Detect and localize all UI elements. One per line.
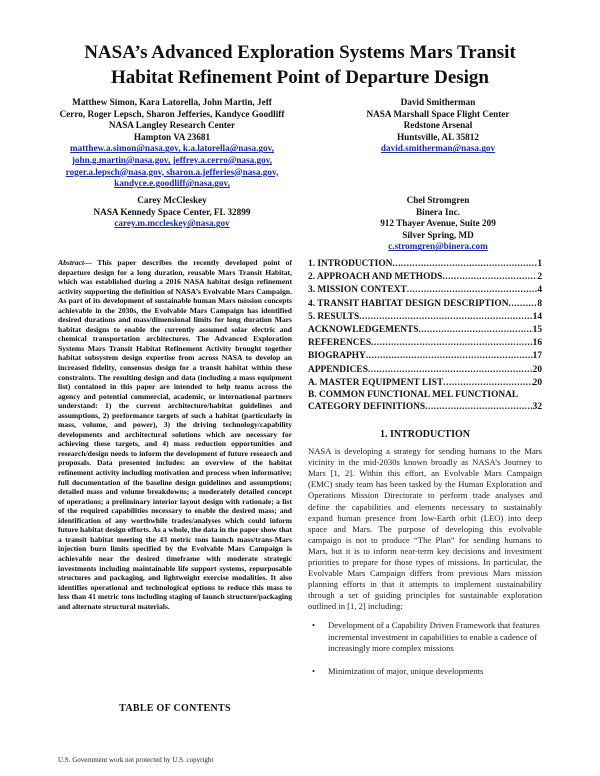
author-names: David Smitherman (400, 97, 476, 107)
author-names: Cerro, Roger Lepsch, Sharon Jefferies, Kandyce Goodliff (59, 108, 285, 119)
author-email[interactable]: kandyce.e.goodliff@nasa.gov, (114, 178, 230, 189)
author-email[interactable]: roger.a.lepsch@nasa.gov, sharon.a.jefferies@nasa.gov, (65, 166, 279, 177)
author-block-marshall (318, 97, 558, 155)
author-address: Huntsville, AL 35812 (397, 131, 479, 142)
section-heading-introduction: 1. INTRODUCTION (379, 429, 470, 441)
bullet-icon: • (312, 665, 316, 676)
toc-entry[interactable]: 3. MISSION CONTEXT ..... 4 (308, 284, 542, 297)
toc-entry[interactable]: 1. INTRODUCTION ..... 1 (308, 258, 542, 271)
right-column (308, 258, 542, 689)
author-address: Silver Spring, MD (402, 229, 474, 240)
abstract-text: This paper describes the recently developed point of departure design for a long duration, reusable Mars Transit Habitat, which was established during a 2016 NASA habitat design refinement activity supporting the definition of NASA’s Evolvable Mars Campaign. As part of its development of sustainable human Mars mission concepts achievable in the 2030s, the Evolvable Mars Campaign has identified desired durations and mass/dimensional limits for long duration Mars habitat designs to enable the currently assumed solar electric and chemical transportation architectures. The Advanced Exploration Systems Mars Transit Habitat Refinement Activity brought together habitat subsystem design expertise from across NASA to develop an increased fidelity, consensus design for a transit habitat within these constraints. The resulting design and data (including a mass equipment list) contained in this paper are intended to help teams across the agency and potential commercial, academic, or international partners understand: 1) the current architecture/habitat guidelines and assumptions, 2) performance targets of such a habitat (particularly in mass, volume, and power), 3) the driving technology/capability developments and architectural solutions which are necessary for achieving these targets, and 4) mass reduction opportunities and research/design needs to inform the development of future research and proposals. Data presented includes: an overview of the habitat refinement activity including motivation and process when informative; full documentation of the baseline design guidelines and assumptions; detailed mass and volume breakdowns; a moderately detailed concept of operations; a preliminary interior layout design with rationale; a list of the required capabilities necessary to enable the desired mass; and identification of any worthwhile trades/analyses which could inform future habitat design efforts. As a whole, the data in the paper show that a transit habitat meeting the 43 metric tons launch mass/trans-Mars injection burn limits specified by the Evolvable Mars Campaign is achievable near the desired timeframe with moderate strategic investments including maintainable life support systems, repurposable structures and packaging, and lightweight exercise modalities. It also identifies operational and technological options to reduce this mass to less than 41 metric tons including staging of launch structure/packaging and alternate structural materials. (58, 258, 292, 611)
table-of-contents (308, 258, 542, 413)
toc-entry[interactable]: BIOGRAPHY ..... 17 (308, 350, 542, 363)
toc-heading: TABLE OF CONTENTS (119, 703, 231, 714)
author-email[interactable]: carey.m.mccleskey@nasa.gov (114, 218, 230, 229)
author-affiliation: NASA Langley Research Center (108, 120, 236, 131)
toc-entry[interactable]: APPENDICES ..... 20 (308, 364, 542, 377)
author-email[interactable]: david.smitherman@nasa.gov (380, 143, 496, 154)
toc-entry[interactable]: B. COMMON FUNCTIONAL MEL FUNCTIONAL CATEGORY DEFINITIONS ..... 32 (308, 390, 542, 413)
abstract-column (58, 258, 292, 611)
toc-entry[interactable]: 4. TRANSIT HABITAT DESIGN DESCRIPTION ..... 8 (308, 298, 542, 311)
paper-title (40, 40, 560, 90)
author-names: Matthew Simon, Kara Latorella, John Martin, Jeff (72, 97, 272, 107)
copyright-footer: U.S. Government work not protected by U.S. copyright (58, 756, 214, 764)
author-block-langley (52, 97, 292, 190)
title-line-2: Habitat Refinement Point of Departure Design (110, 67, 489, 88)
author-names: Carey McCleskey (137, 195, 207, 205)
author-affiliation: NASA Marshall Space Flight Center (366, 108, 510, 119)
list-item: • Minimization of major, unique developments (312, 665, 484, 676)
toc-entry[interactable]: ACKNOWLEDGEMENTS ..... 15 (308, 324, 542, 337)
title-line-1: NASA’s Advanced Exploration Systems Mars Transit (84, 42, 516, 63)
toc-entry[interactable]: A. MASTER EQUIPMENT LIST ..... 20 (308, 377, 542, 390)
author-block-binera (318, 195, 558, 253)
author-address: Redstone Arsenal (403, 120, 473, 131)
intro-paragraph: NASA is developing a strategy for sending humans to the Mars vicinity in the mid-2030s known broadly as NASA’s Journey to Mars [1, 2]. Within this effort, an Evolvable Mars Campaign (EMC) study team has been tasked by the Human Exploration and Operations Mission Directorate to perform trade analyses and define the capabilities and elements necessary to sustainably expand human presence from low-Earth orbit (LEO) into deep space and Mars. The purpose of developing this evolvable campaign is not to produce “The Plan” for sending humans to Mars, but it is to inform near-term key decisions and investment priorities to prepare for those types of missions. In particular, the Evolvable Mars Campaign differs from previous Mars mission planning efforts in that it attempts to implement sustainability through a set of guiding principles for sustainable exploration outlined in [1, 2] including: (308, 446, 542, 612)
bullet-icon: • (312, 620, 316, 631)
abstract (58, 258, 292, 611)
toc-entry[interactable]: 2. APPROACH AND METHODS ..... 2 (308, 271, 542, 284)
author-address: 912 Thayer Avenue, Suite 209 (380, 218, 496, 229)
author-affiliation: Binera Inc. (416, 206, 460, 217)
list-item: • Development of a Capability Driven Framework that features incremental investment in capabilities to enable a cadence of increasingly more complex missions (312, 620, 540, 653)
author-email[interactable]: c.stromgren@binera.com (388, 241, 488, 252)
author-affiliation: NASA Kennedy Space Center, FL 32899 (93, 206, 251, 217)
principles-list (308, 620, 542, 676)
author-email[interactable]: matthew.a.simon@nasa.gov, k.a.latorella@nasa.gov, (69, 143, 274, 154)
author-names: Chel Stromgren (406, 195, 470, 205)
author-address: Hampton VA 23681 (133, 131, 211, 142)
author-email[interactable]: john.g.martin@nasa.gov, jeffrey.a.cerro@nasa.gov, (71, 154, 273, 165)
toc-entry[interactable]: 5. RESULTS ..... 14 (308, 311, 542, 324)
toc-entry[interactable]: REFERENCES ..... 16 (308, 337, 542, 350)
author-block-kennedy (52, 195, 292, 230)
abstract-label: Abstract— (58, 258, 92, 267)
